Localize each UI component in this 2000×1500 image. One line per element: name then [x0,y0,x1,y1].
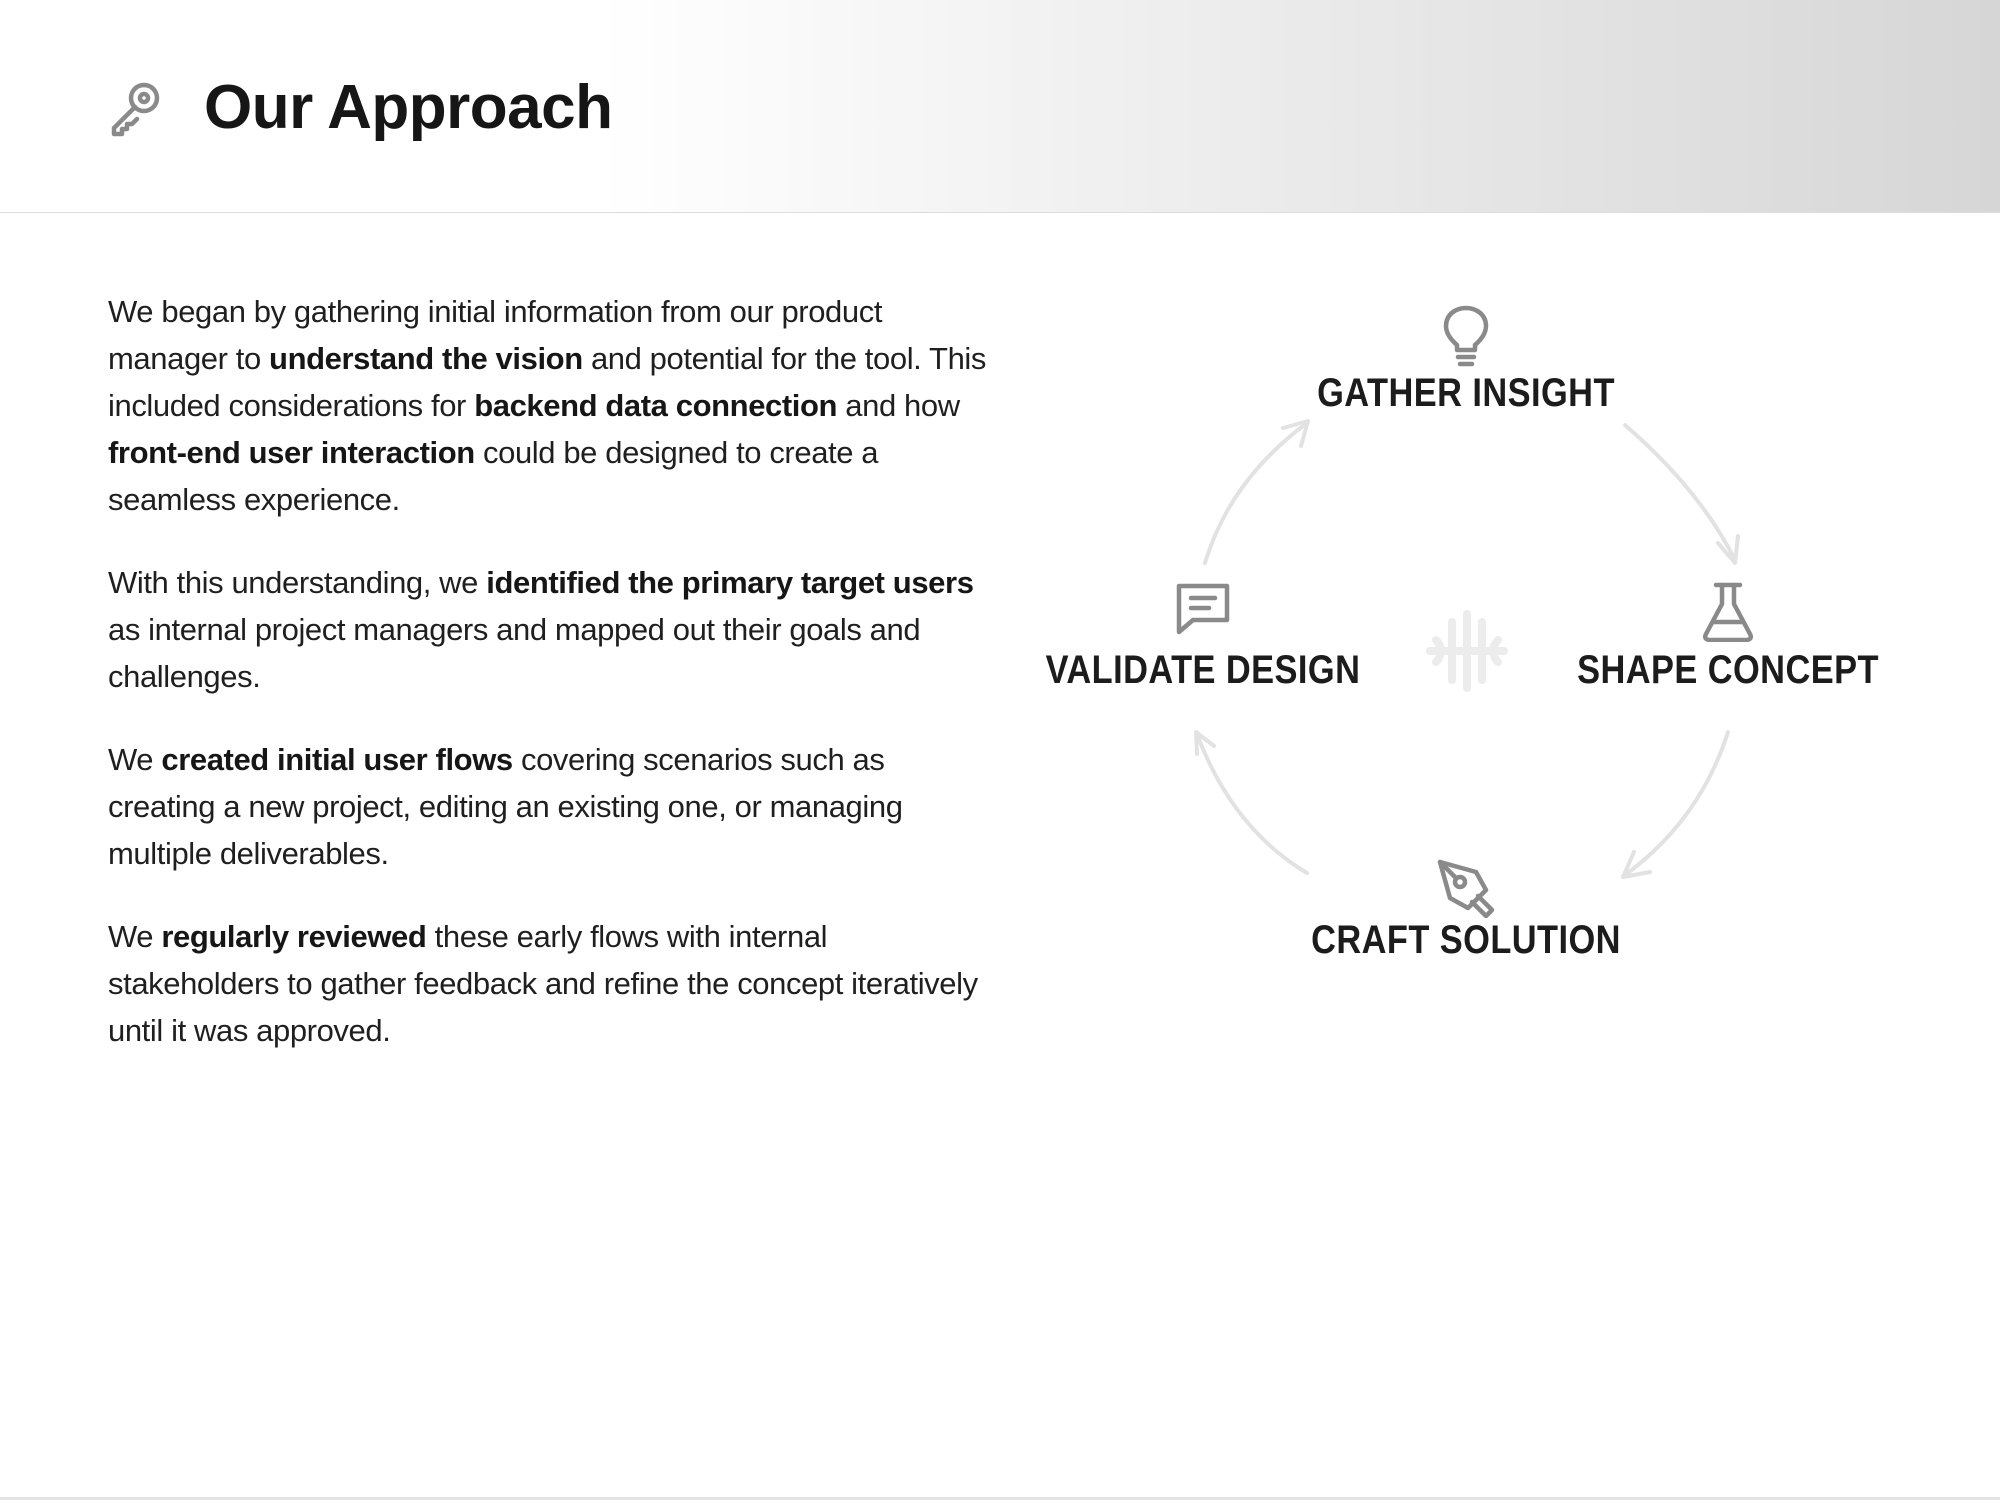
text-segment: With this understanding, we [108,565,487,600]
text-emphasis: created initial user flows [161,742,513,777]
pen-tool-icon [1436,858,1496,918]
step-validate-design [1003,582,1403,693]
text-segment: these early flows with internal stakeholders to gather feedback and refine the concept iteratively until it was approved. [108,919,978,1048]
arrow-shape-to-craft [1625,732,1728,875]
paragraph [108,288,988,523]
step-craft-solution [1266,858,1666,963]
arrow-gather-to-shape [1625,425,1735,560]
paragraph [108,913,988,1054]
arrow-validate-to-gather [1205,423,1307,563]
text-emphasis: understand the vision [269,341,583,376]
flask-icon [1702,582,1754,642]
text-emphasis: front-end user interaction [108,435,475,470]
approach-description [108,288,988,1090]
text-segment: as internal project managers and mapped out their goals and challenges. [108,612,921,694]
logo-mark-icon [1422,606,1512,696]
step-label: SHAPE CONCEPT [1577,648,1879,692]
text-segment: and how [837,388,960,423]
text-segment: covering scenarios such as creating a new project, editing an existing one, or managing multiple deliverables. [108,742,903,871]
text-segment: We [108,919,162,954]
paragraph [108,559,988,700]
paragraph [108,736,988,877]
text-emphasis: backend data connection [474,388,838,423]
process-cycle-diagram [1000,260,2000,1040]
page-title: Our Approach [204,73,613,142]
message-icon [1175,582,1231,636]
arrow-craft-to-validate [1197,734,1307,873]
text-segment: We [108,742,162,777]
text-segment: could be designed to create a seamless experience. [108,435,879,517]
lightbulb-icon [1442,305,1490,369]
text-emphasis: regularly reviewed [161,919,427,954]
text-emphasis: identified the primary target users [486,565,974,600]
step-gather-insight [1266,305,1666,416]
text-segment: and potential for the tool. This included considerations for [108,341,987,423]
key-icon [106,78,166,138]
step-label: GATHER INSIGHT [1317,371,1615,415]
step-label: CRAFT SOLUTION [1311,918,1621,962]
text-segment: We began by gathering initial information from our product manager to [108,294,883,376]
page-header [0,0,2000,213]
step-label: VALIDATE DESIGN [1045,648,1361,692]
step-shape-concept [1528,582,1928,693]
